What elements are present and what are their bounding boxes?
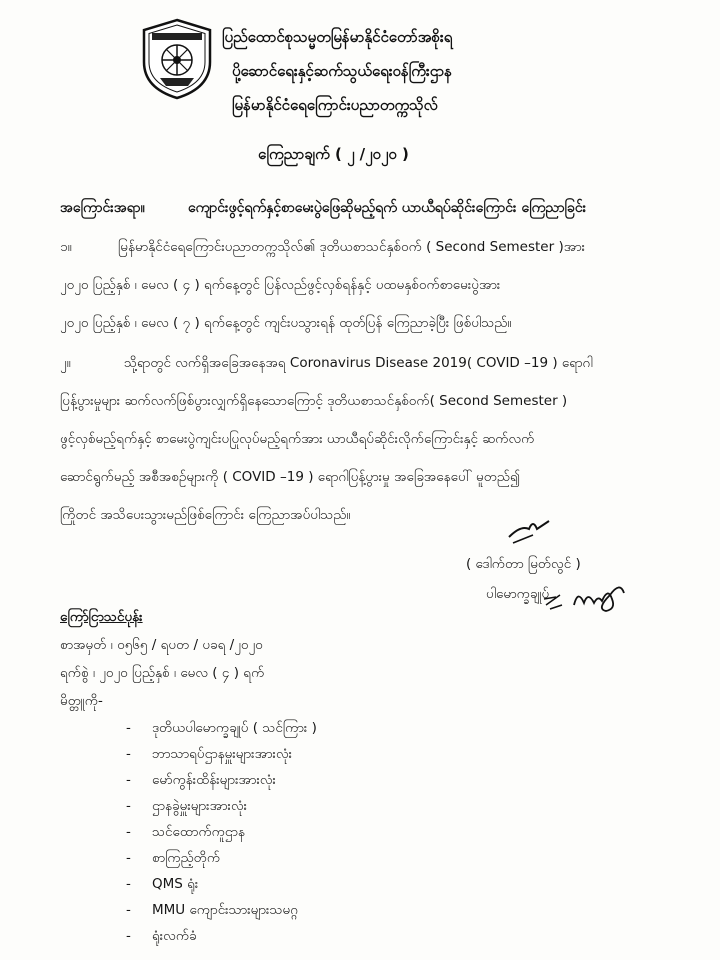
distribution-item [126, 927, 197, 947]
distribution-item-label: QMS ရုံး [152, 876, 199, 892]
distribution-item-label: ဘာသာရပ်ဌာနမှူးများအားလုံး [152, 746, 293, 762]
distribution-item [126, 875, 198, 895]
paragraph-2-line: ဖွင့်လှစ်မည့်ရက်နှင့် စာမေးပွဲကျင်းပပြုလုပ်မည့်ရက်အား ယာယီရပ်ဆိုင်းလိုက်ကြောင်းနှင့် ဆက်လက် [60, 431, 535, 447]
distribution-dash: - [126, 798, 131, 814]
distribution-dash: - [126, 746, 131, 762]
distribution-item [126, 797, 247, 817]
distribution-item-label: စာကြည့်တိုက် [152, 850, 221, 866]
distribution-item [126, 771, 276, 791]
paragraph-2-line: ဆောင်ရွက်မည့် အစီအစဉ်များကို ( COVID –19 ) ရောဂါပြန့်ပွားမှု အခြေအနေပေါ် မူတည်၍ [60, 469, 521, 485]
issue-date: ရက်စွဲ ၊ ၂၀၂၀ ပြည့်နှစ် ၊ မေလ ( ၄ ) ရက် [60, 665, 265, 681]
distribution-dash: - [126, 876, 131, 892]
distribution-item [126, 823, 245, 843]
signatory-title: ပါမောက္ခချုပ် [486, 586, 550, 602]
distribution-dash: - [126, 850, 131, 866]
distribution-item-label: MMU ကျောင်းသားများသမဂ္ဂ [152, 902, 298, 918]
distribution-dash: - [126, 772, 131, 788]
signature-scribble-icon [505, 515, 553, 549]
paragraph-1-number: ၁။ [60, 239, 72, 255]
reference-number: စာအမှတ် ၊ ၀၅၆၅ / ရပတ / ပခရ /၂၀၂၀ [60, 637, 263, 653]
header-ministry: ပို့ဆောင်ရေးနှင့်ဆက်သွယ်ရေးဝန်ကြီးဌာန [232, 62, 452, 80]
paragraph-2-line: ပြန့်ပွားမှုများ ဆက်လက်ဖြစ်ပွားလျှက်ရှိနေသောကြောင့် ဒုတိယစာသင်နှစ်ဝက်( Second Semester ) [60, 393, 568, 409]
paragraph-2-line: သို့ရာတွင် လက်ရှိအခြေအနေအရ Coronavirus Disease 2019( COVID –19 ) ရောဂါ [124, 355, 593, 371]
distribution-dash: - [126, 824, 131, 840]
signature-icon [540, 575, 635, 617]
distribution-item-label: ရုံးလက်ခံ [152, 928, 197, 944]
announcement-number: ကြေညာချက် ( ၂ /၂၀၂၀ ) [258, 145, 409, 163]
subject-label: အကြောင်းအရာ။ [60, 200, 145, 216]
distribution-dash: - [126, 720, 131, 736]
copies-to-label: မိတ္တူကို- [60, 693, 103, 709]
distribution-item-label: ဒုတိယပါမောက္ခချုပ် ( သင်ကြား ) [152, 720, 317, 736]
notice-board-heading: ကြော်ငြာသင်ပုန်း [60, 609, 143, 625]
paragraph-1-line: မြန်မာနိုင်ငံရေကြောင်းပညာတက္ကသိုလ်၏ ဒုတိယစာသင်နှစ်ဝက် ( Second Semester )အား [118, 239, 586, 255]
paragraph-2-number: ၂။ [60, 355, 71, 371]
distribution-dash: - [126, 928, 131, 944]
paragraph-1-line: ၂၀၂၀ ပြည့်နှစ် ၊ မေလ ( ၄ ) ရက်နေ့တွင် ပြန်လည်ဖွင့်လှစ်ရန်နှင့် ပထမနှစ်ဝက်စာမေးပွဲအား [60, 277, 501, 293]
paragraph-2-line: ကြိုတင် အသိပေးသွားမည်ဖြစ်ကြောင်း ကြေညာအပ်ပါသည်။ [60, 507, 351, 523]
paragraph-1-line: ၂၀၂၀ ပြည့်နှစ် ၊ မေလ ( ၇ ) ရက်နေ့တွင် ကျင်းပသွားရန် ထုတ်ပြန် ကြေညာခဲ့ပြီး ဖြစ်ပါသည်။ [60, 315, 512, 331]
signatory-name: ( ဒေါက်တာ မြတ်လွင် ) [466, 556, 581, 572]
header-government: ပြည်ထောင်စုသမ္မတမြန်မာနိုင်ငံတော်အစိုးရ [222, 28, 453, 46]
distribution-item-label: မော်ကွန်းထိန်းများအားလုံး [152, 772, 276, 788]
university-seal-icon [140, 18, 214, 100]
distribution-item-label: ဌာနခွဲမှူးများအားလုံး [152, 798, 248, 814]
distribution-dash: - [126, 902, 131, 918]
distribution-item [126, 719, 317, 739]
distribution-item [126, 745, 292, 765]
header-university: မြန်မာနိုင်ငံရေကြောင်းပညာတက္ကသိုလ် [232, 96, 438, 114]
distribution-item [126, 901, 298, 921]
distribution-item [126, 849, 220, 869]
distribution-item-label: သင်ထောက်ကူဌာန [152, 824, 245, 840]
subject-text: ကျောင်းဖွင့်ရက်နှင့်စာမေးပွဲဖြေဆိုမည့်ရက် ယာယီရပ်ဆိုင်းကြောင်း ကြေညာခြင်း [188, 200, 587, 216]
